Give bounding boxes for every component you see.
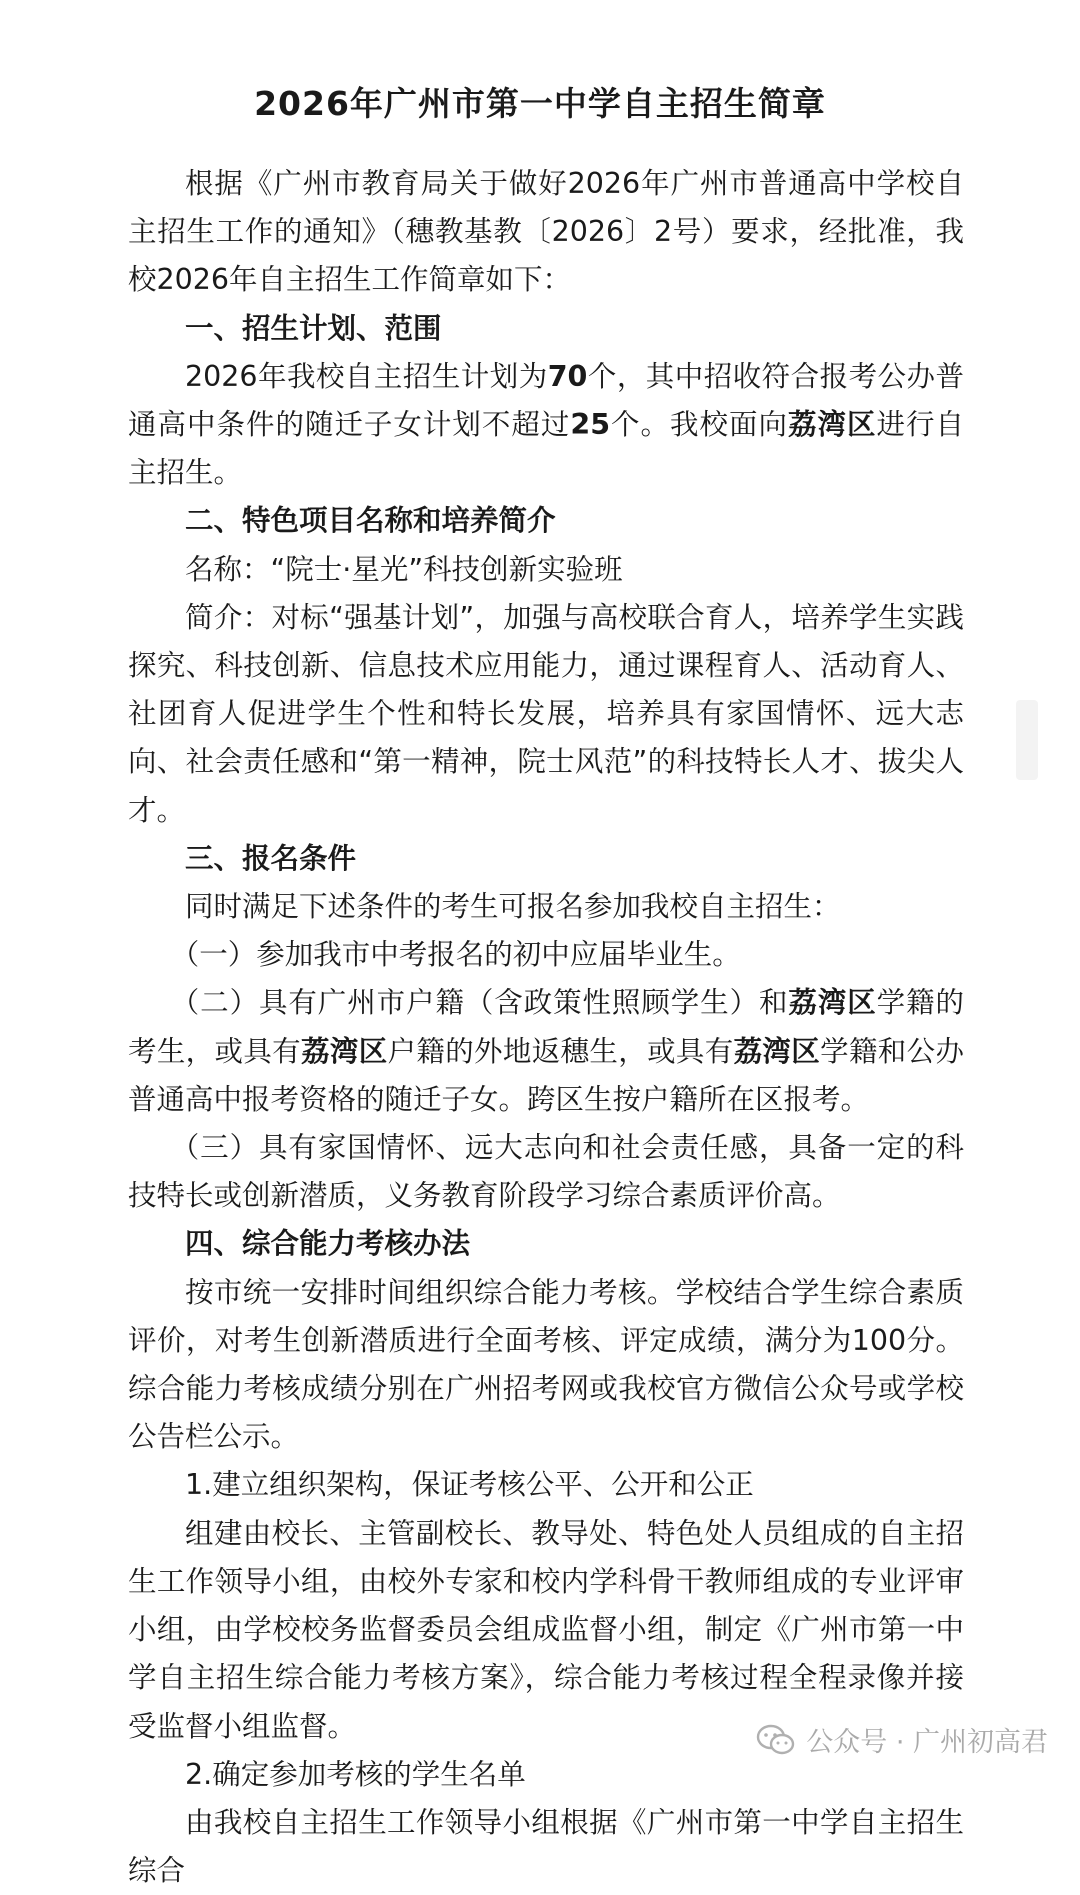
program-intro: 简介：对标“强基计划”，加强与高校联合育人，培养学生实践探究、科技创新、信息技术应用能力，通过课程育人、活动育人、社团育人促进学生个性和特长发展，培养具有家国情怀、远大志向、社会责任感和“第一精神，院士风范”的科技特长人才、拔尖人才。 (128, 600, 964, 827)
watermark (756, 1720, 1048, 1759)
assessment-paragraph: 按市统一安排时间组织综合能力考核。学校结合学生综合素质评价，对考生创新潜质进行全面考核、评定成绩，满分为100分。综合能力考核成绩分别在广州招考网或我校官方微信公众号或学校公告栏公示。 (128, 1275, 964, 1454)
eligibility-item-2: （二）具有广州市户籍（含政策性照顾学生）和荔湾区学籍的考生，或具有荔湾区户籍的外地返穗生，或具有荔湾区学籍和公办普通高中报考资格的随迁子女。跨区生按户籍所在区报考。 (128, 986, 964, 1116)
section-heading-2: 二、特色项目名称和培养简介 (185, 504, 556, 538)
eligibility-item-1: （一）参加我市中考报名的初中应届毕业生。 (170, 938, 741, 972)
subheading-2: 2.确定参加考核的学生名单 (185, 1757, 526, 1791)
section-heading-4: 四、综合能力考核办法 (185, 1227, 471, 1261)
intro-paragraph: 根据《广州市教育局关于做好2026年广州市普通高中学校自主招生工作的通知》（穗教基教〔2026〕2号）要求，经批准，我校2026年自主招生工作简章如下： (128, 167, 964, 297)
section1-paragraph: 2026年我校自主招生计划为70个，其中招收符合报考公办普通高中条件的随迁子女计划不超过25个。我校面向荔湾区进行自主招生。 (128, 359, 964, 490)
document-body (128, 160, 964, 1895)
section-heading-3: 三、报名条件 (185, 841, 357, 875)
page-edge-shadow (1016, 700, 1038, 780)
section-heading-1: 一、招生计划、范围 (185, 311, 442, 345)
eligibility-item-3: （三）具有家国情怀、远大志向和社会责任感，具备一定的科技特长或创新潜质，义务教育阶段学习综合素质评价高。 (128, 1131, 964, 1213)
document-title: 2026年广州市第一中学自主招生简章 (254, 84, 826, 123)
program-name: 名称：“院士·星光”科技创新实验班 (185, 552, 623, 586)
wechat-icon (756, 1724, 796, 1756)
subheading-2-text: 由我校自主招生工作领导小组根据《广州市第一中学自主招生综合 (128, 1805, 964, 1888)
subheading-1: 1.建立组织架构，保证考核公平、公开和公正 (185, 1468, 754, 1502)
subheading-1-text: 组建由校长、主管副校长、教导处、特色处人员组成的自主招生工作领导小组，由校外专家和校内学科骨干教师组成的专业评审小组，由学校校务监督委员会组成监督小组，制定《广州市第一中学自主招生综合能力考核方案》，综合能力考核过程全程录像并接受监督小组监督。 (128, 1516, 964, 1743)
eligibility-lead: 同时满足下述条件的考生可报名参加我校自主招生： (185, 890, 841, 924)
watermark-text: 公众号 · 广州初高君 (806, 1727, 1048, 1758)
